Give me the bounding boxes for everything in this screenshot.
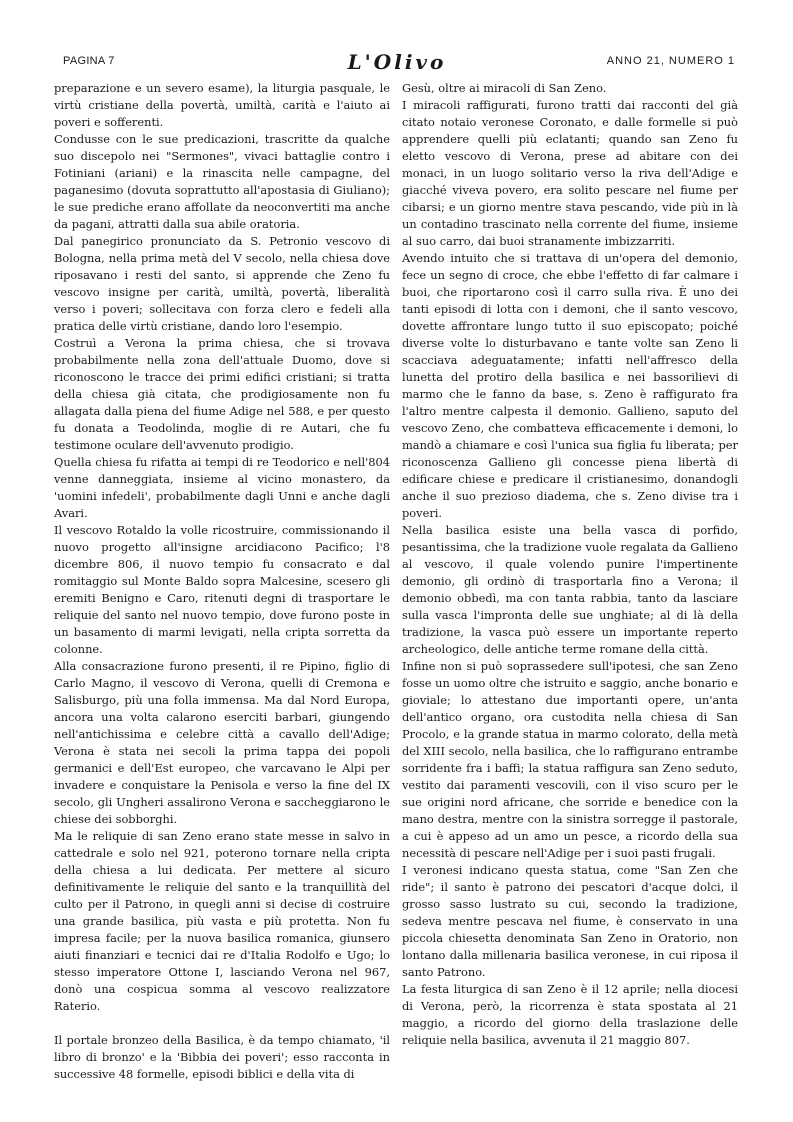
paragraph: Il portale bronzeo della Basilica, è da tempo chiamato, 'il libro di bronzo' e la 'Bibbia dei poveri'; esso racconta in successive 48 formelle, episodi biblici e della vita di — [54, 1033, 390, 1081]
paragraph: Infine non si può soprassedere sull'ipotesi, che san Zeno fosse un uomo oltre che istruito e saggio, anche bonario e gioviale; lo attestano due importanti opere, un'anta dell'antico organo, ora custodita nella chiesa di San Procolo, e la grande statua in marmo colorato, della metà del XIII secolo, nella basilica, che lo raffigurano entrambe sorridente fra i baffi; la statua raffigura san Zeno seduto, vestito dai paramenti vescovili, con il viso scuro per le sue origini nord africane, che sorride e benedice con la mano destra, mentre con la sinistra sorregge il pastorale, a cui è appeso ad un amo un pesce, a ricordo della sua necessità di pescare nell'Adige per i suoi pasti frugali. — [402, 659, 738, 860]
paragraph: Alla consacrazione furono presenti, il re Pipino, figlio di Carlo Magno, il vescovo di Verona, quelli di Cremona e Salisburgo, più una folla immensa. Ma dal Nord Europa, ancora una volta calarono eserciti barbari, giungendo nell'antichissima e celebre città a cavallo dell'Adige; Verona è stata nei secoli la prima tappa dei popoli germanici e dell'Est europeo, che varcavano le Alpi per invadere e conquistare la Penisola e verso la fine del IX secolo, gli Ungheri assalirono Verona e saccheggiarono le chiese dei sobborghi. — [54, 659, 390, 826]
paragraph: Condusse con le sue predicazioni, trascritte da qualche suo discepolo nei "Sermones", vivaci battaglie contro i Fotiniani (ariani) e la rinascita nelle campagne, del paganesimo (dovuta soprattutto all'apostasia di Giuliano); le sue prediche erano affollate da neoconvertiti ma anche da pagani, attratti dalla sua abile oratoria. — [54, 132, 390, 231]
issue-info: ANNO 21, NUMERO 1 — [606, 55, 735, 67]
publication-title: L'Olivo — [347, 50, 447, 74]
paragraph: Gesù, oltre ai miracoli di San Zeno. — [402, 81, 607, 95]
right-column — [402, 80, 738, 1105]
paragraph: I miracoli raffigurati, furono tratti dai racconti del già citato notaio veronese Coronato, e dalle formelle si può apprendere quelli più eclatanti; quando san Zeno fu eletto vescovo di Verona, prese ad abitare con dei monaci, in un luogo solitario verso la riva dell'Adige e giacché viveva povero, era solito pescare nel fiume per cibarsi; e un giorno mentre stava pescando, vide più in là un contadino trascinato nella corrente del fiume, insieme al suo carro, dai buoi stranamente imbizzarriti. — [402, 98, 738, 248]
paragraph: preparazione e un severo esame), la liturgia pasquale, le virtù cristiane della povertà, umiltà, carità e l'aiuto ai poveri e sofferenti. — [54, 81, 390, 129]
page-number: PAGINA 7 — [63, 55, 115, 67]
paragraph: Ma le reliquie di san Zeno erano state messe in salvo in cattedrale e solo nel 921, poterono tornare nella cripta della chiesa a lui dedicata. Per mettere al sicuro definitivamente le reliquie del santo e la tranquillità del culto per il Patrono, in quegli anni si decise di costruire una grande basilica, più vasta e più protetta. Non fu impresa facile; per la nuova basilica romanica, giunsero aiuti finanziari e tecnici dai re d'Italia Rodolfo e Ugo; lo stesso imperatore Ottone I, lasciando Verona nel 967, donò una cospicua somma al vescovo realizzatore Raterio. — [54, 829, 390, 1013]
paragraph: Avendo intuito che si trattava di un'opera del demonio, fece un segno di croce, che ebbe l'effetto di far calmare i buoi, che riportarono così il carro sulla riva. È uno dei tanti episodi di lotta con i demoni, che il santo vescovo, dovette affrontare lungo tutto il suo episcopato; poiché diverse volte lo disturbavano e tante volte san Zeno li scacciava adeguatamente; infatti nell'affresco della lunetta del protiro della basilica e nei bassorilievi di marmo che le fanno da base, s. Zeno è raffigurato fra l'altro mentre calpesta il demonio. Gallieno, saputo del vescovo Zeno, che combatteva efficacemente i demoni, lo mandò a chiamare e così l'unica sua figlia fu liberata; per riconoscenza Gallieno gli concesse piena libertà di edificare chiese e predicare il cristianesimo, donandogli anche il suo prezioso diadema, che s. Zeno divise tra i poveri. — [402, 251, 738, 520]
left-column — [54, 80, 390, 1105]
paragraph: La festa liturgica di san Zeno è il 12 aprile; nella diocesi di Verona, però, la ricorrenza è stata spostata al 21 maggio, a ricordo del giorno della traslazione delle reliquie nella basilica, avvenuta il 21 maggio 807. — [402, 982, 738, 1047]
paragraph: Costruì a Verona la prima chiesa, che si trovava probabilmente nella zona dell'attuale Duomo, dove si riconoscono le tracce dei primi edifici cristiani; si tratta della chiesa già citata, che prodigiosamente non fu allagata dalla piena del fiume Adige nel 588, e per questo fu donata a Teodolinda, moglie di re Autari, che fu testimone oculare dell'avvenuto prodigio. — [54, 336, 390, 452]
paragraph: Dal panegirico pronunciato da S. Petronio vescovo di Bologna, nella prima metà del V secolo, nella chiesa dove riposavano i resti del santo, si apprende che Zeno fu vescovo insigne per carità, umiltà, povertà, liberalità verso i poveri; sollecitava con forza clero e fedeli alla pratica delle virtù cristiane, dando loro l'esempio. — [54, 234, 390, 333]
article-body — [54, 80, 738, 1105]
paragraph: Nella basilica esiste una bella vasca di porfido, pesantissima, che la tradizione vuole regalata da Gallieno al vescovo, il quale volendo punire l'impertinente demonio, gli ordinò di trasportarla fino a Verona; il demonio obbedì, ma con tanta rabbia, tanto da lasciare sulla vasca l'impronta delle sue unghiate; al di là della tradizione, la vasca può essere un importante reperto archeologico, delle antiche terme romane della città. — [402, 523, 738, 656]
page-header — [55, 52, 739, 74]
paragraph: I veronesi indicano questa statua, come "San Zen che ride"; il santo è patrono dei pescatori d'acque dolci, il grosso sasso lustrato su cui, secondo la tradizione, sedeva mentre pescava nel fiume, è conservato in una piccola chiesetta denominata San Zeno in Oratorio, non lontano dalla millenaria basilica veronese, in cui riposa il santo Patrono. — [402, 863, 738, 979]
paragraph: Il vescovo Rotaldo la volle ricostruire, commissionando il nuovo progetto all'insigne arcidiacono Pacifico; l'8 dicembre 806, il nuovo tempio fu consacrato e dal romitaggio sul Monte Baldo sopra Malcesine, scesero gli eremiti Benigno e Caro, ritenuti degni di trasportare le reliquie del santo nel nuovo tempio, dove furono poste in un basamento di marmi levigati, nella cripta sorretta da colonne. — [54, 523, 390, 656]
paragraph: Quella chiesa fu rifatta ai tempi di re Teodorico e nell'804 venne danneggiata, insieme al vicino monastero, da 'uomini infedeli', probabilmente dagli Unni e anche dagli Avari. — [54, 455, 390, 520]
